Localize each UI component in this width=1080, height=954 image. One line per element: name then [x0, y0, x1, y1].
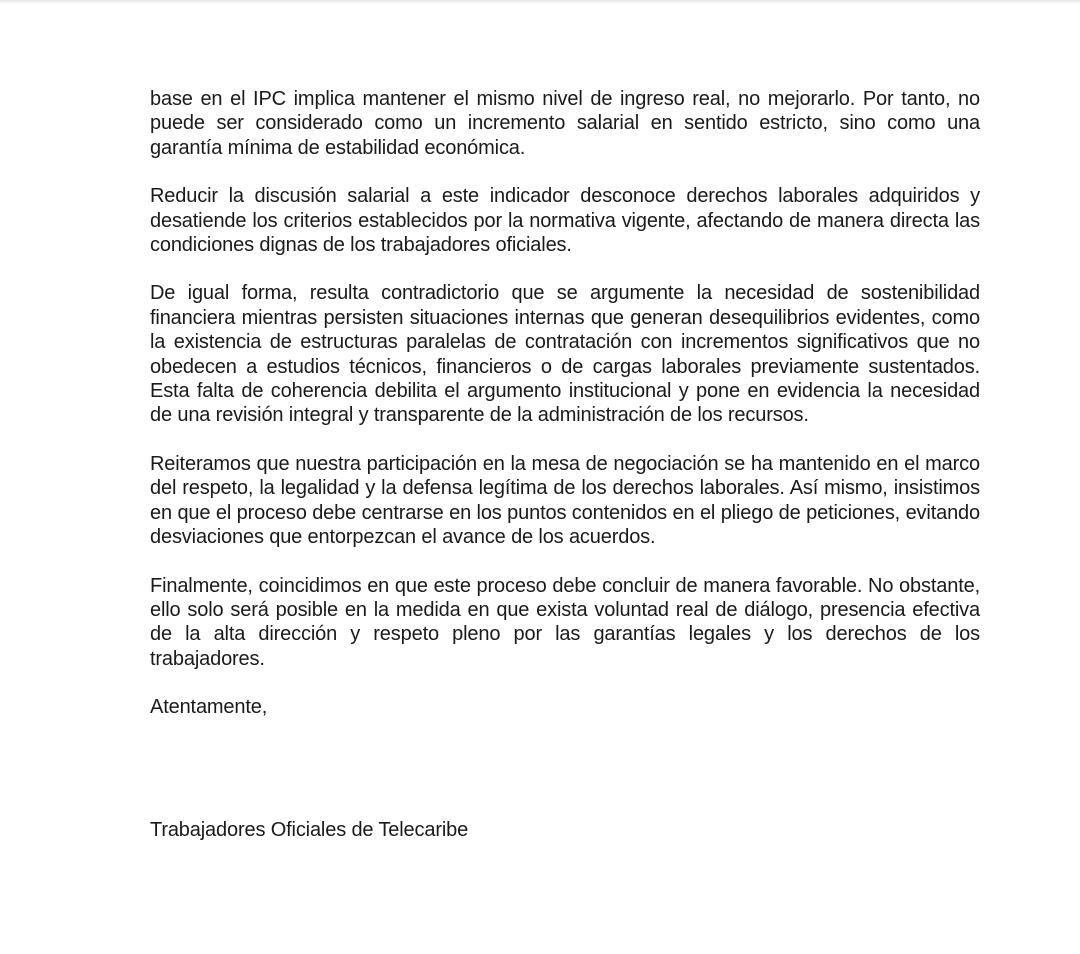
signature: Trabajadores Oficiales de Telecaribe	[150, 819, 469, 841]
paragraph-discusion-salarial: Reducir la discusión salarial a este indicador desconoce derechos laborales adquiridos y desatiende los criterios establecidos por la normativa vigente, afectando de manera directa las condiciones dignas de los trabajadores oficiales.	[150, 185, 980, 257]
paragraph-sostenibilidad: De igual forma, resulta contradictorio que se argumente la necesidad de sostenibilidad financiera mientras persisten situaciones internas que generan desequilibrios evidentes, como la existencia de estructuras paralelas de contratación con incrementos significativos que no obedecen a estudios técnicos, financieros o de cargas laborales previamente sustentados. Esta falta de coherencia debilita el argumento institucional y pone en evidencia la necesidad de una revisión integral y transparente de la administración de los recursos.	[150, 282, 980, 427]
paragraph-ipc: base en el IPC implica mantener el mismo nivel de ingreso real, no mejorarlo. Por tanto, no puede ser considerado como un incremento salarial en sentido estricto, sino como una garantía mínima de estabilidad económica.	[150, 88, 980, 159]
paragraph-mesa-negociacion: Reiteramos que nuestra participación en la mesa de negociación se ha mantenido en el marco del respeto, la legalidad y la defensa legítima de los derechos laborales. Así mismo, insistimos en que el proceso debe centrarse en los puntos contenidos en el pliego de peticiones, evitando desviaciones que entorpezcan el avance de los acuerdos.	[150, 452, 980, 549]
closing-salutation: Atentamente,	[150, 696, 268, 719]
letter-body	[150, 87, 980, 720]
paragraph-finalmente: Finalmente, coincidimos en que este proceso debe concluir de manera favorable. No obstante, ello solo será posible en la medida en que exista voluntad real de diálogo, presencia efectiva de la alta dirección y respeto pleno por las garantías legales y los derechos de los trabajadores.	[150, 574, 980, 670]
page-top-edge	[0, 0, 1080, 4]
